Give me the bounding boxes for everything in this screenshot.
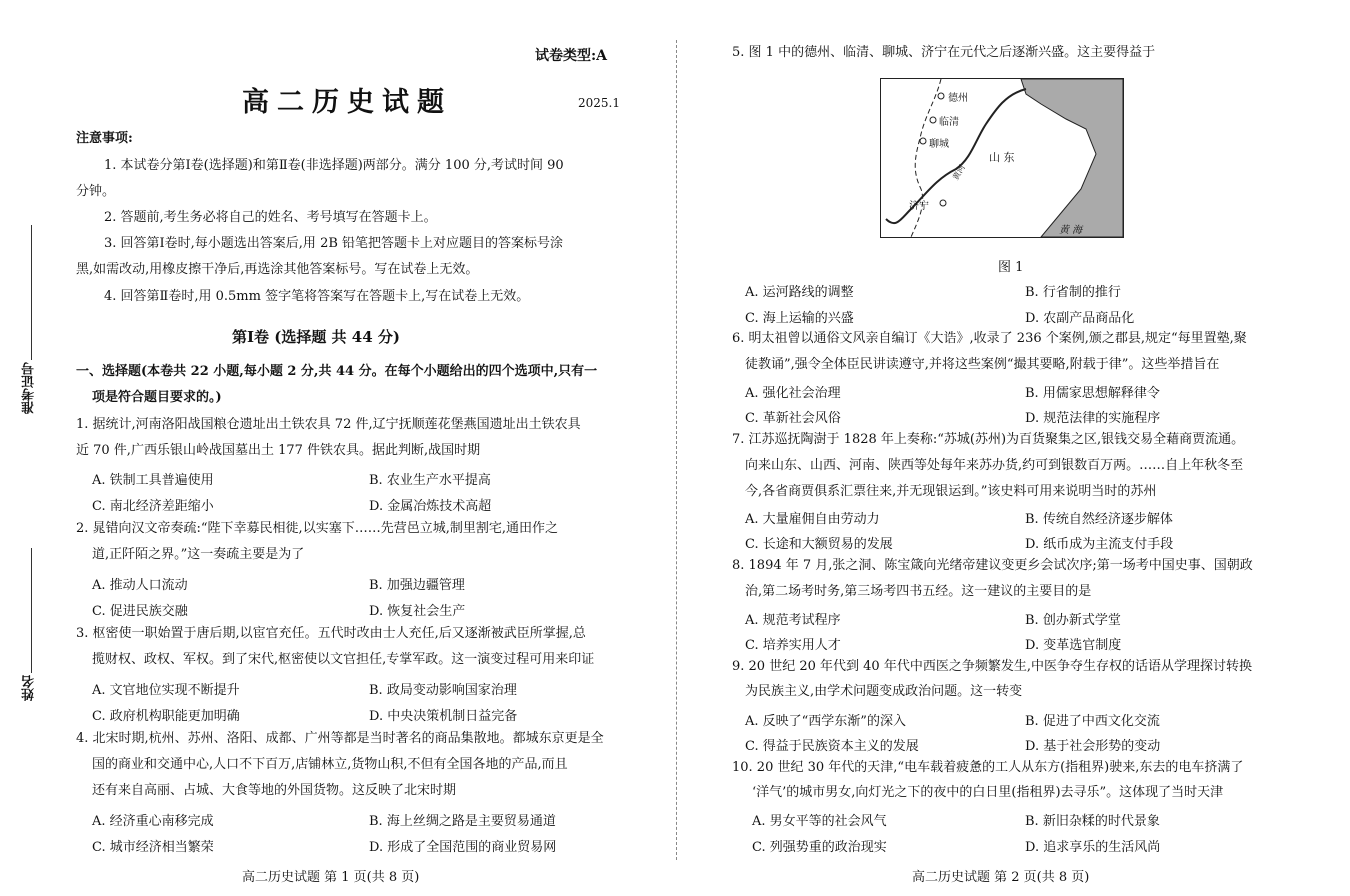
question-text: 3. 枢密使一职始置于唐后期,以宦官充任。五代时改由士人充任,后又逐渐被武臣所掌握,总 — [76, 626, 586, 641]
page-footer: 高二历史试题 第 2 页(共 8 页) — [912, 870, 1090, 885]
option-d: D. 农副产品商品化 — [1025, 311, 1135, 326]
question-text: 9. 20 世纪 20 年代到 40 年代中西医之争频繁发生,中医争夺生存权的话语从学理探讨转换 — [732, 659, 1252, 674]
exam-date: 2025.1 — [578, 96, 620, 110]
note-line: 2. 答题前,考生务必将自己的姓名、考号填写在答题卡上。 — [104, 210, 437, 225]
question-text: 1. 据统计,河南洛阳战国粮仓遗址出土铁农具 72 件,辽宁抚顺莲花堡燕国遗址出土铁农具 — [76, 417, 581, 432]
option-a: A. 男女平等的社会风气 — [752, 814, 887, 829]
question-text: 5. 图 1 中的德州、临清、聊城、济宁在元代之后逐渐兴盛。这主要得益于 — [732, 45, 1156, 60]
yellow-sea-label: 黄 海 — [1059, 225, 1083, 236]
option-c: C. 列强势重的政治现实 — [752, 840, 887, 855]
option-b: B. 创办新式学堂 — [1025, 613, 1121, 628]
note-line: 1. 本试卷分第Ⅰ卷(选择题)和第Ⅱ卷(非选择题)两部分。满分 100 分,考试时间 90 — [104, 158, 564, 173]
option-b: B. 新旧杂糅的时代景象 — [1025, 814, 1160, 829]
map-figure — [880, 78, 1124, 238]
question-text: 10. 20 世纪 30 年代的天津,“电车载着疲惫的工人从东方(指租界)驶来,东去的电车挤满了 — [732, 760, 1244, 775]
option-c: C. 南北经济差距缩小 — [92, 499, 214, 514]
option-b: B. 用儒家思想解释律令 — [1025, 386, 1160, 401]
dezhou-label: 德州 — [948, 93, 968, 104]
yellow-river-label: 黄河 — [951, 163, 967, 182]
option-a: A. 大量雇佣自由劳动力 — [745, 512, 880, 527]
option-c: C. 政府机构职能更加明确 — [92, 709, 240, 724]
figure-caption: 图 1 — [998, 260, 1024, 275]
page-divider — [676, 40, 677, 860]
question-text: 6. 明太祖曾以通俗文风亲自编订《大诰》,收录了 236 个案例,颁之郡县,规定“每里置塾,聚 — [732, 331, 1247, 346]
option-c: C. 长途和大额贸易的发展 — [745, 537, 893, 552]
question-text: 8. 1894 年 7 月,张之洞、陈宝箴向光绪帝建议变更乡会试次序;第一场考中国史事、国朝政 — [732, 558, 1253, 573]
linqing-label: 临清 — [939, 117, 959, 128]
option-b: B. 政局变动影响国家治理 — [369, 683, 517, 698]
option-d: D. 恢复社会生产 — [369, 604, 466, 619]
question-text: 近 70 件,广西乐银山岭战国墓出土 177 件铁农具。据此判断,战国时期 — [76, 443, 481, 458]
option-a: A. 强化社会治理 — [745, 386, 841, 401]
option-d: D. 形成了全国范围的商业贸易网 — [369, 840, 557, 855]
notes-heading: 注意事项: — [76, 131, 133, 146]
option-a: A. 推动人口流动 — [92, 578, 188, 593]
section-intro-cont: 项是符合题目要求的。) — [92, 390, 222, 405]
page-title: 高二历史试题 — [242, 87, 452, 118]
page-footer: 高二历史试题 第 1 页(共 8 页) — [242, 870, 420, 885]
question-text: 治,第二场考时务,第三场考四书五经。这一建议的主要目的是 — [745, 584, 1092, 599]
section-title: 第Ⅰ卷 (选择题 共 44 分) — [232, 328, 400, 346]
option-d: D. 金属冶炼技术高超 — [369, 499, 492, 514]
sea-area — [1021, 79, 1123, 237]
name-line — [31, 548, 32, 673]
option-a: A. 铁制工具普遍使用 — [92, 473, 214, 488]
option-d: D. 纸币成为主流支付手段 — [1025, 537, 1174, 552]
question-text: 揽财权、政权、军权。到了宋代,枢密使以文官担任,专掌军政。这一演变过程可用来印证 — [92, 652, 595, 667]
question-text: ‘洋气’的城市男女,向灯光之下的夜中的白日里(指租界)去寻乐”。这体现了当时天津 — [752, 785, 1224, 800]
option-c: C. 城市经济相当繁荣 — [92, 840, 214, 855]
note-line: 4. 回答第Ⅱ卷时,用 0.5mm 签字笔将答案写在答题卡上,写在试卷上无效。 — [104, 289, 530, 304]
name-label: 姓名 — [22, 675, 37, 701]
option-b: B. 加强边疆管理 — [369, 578, 465, 593]
option-a: A. 经济重心南移完成 — [92, 814, 214, 829]
question-text: 7. 江苏巡抚陶澍于 1828 年上奏称:“苏城(苏州)为百货聚集之区,银钱交易全藉商贾流通。 — [732, 432, 1245, 447]
question-text: 2. 晁错向汉文帝奏疏:“陛下幸募民相徙,以实塞下……先营邑立城,制里割宅,通田作之 — [76, 521, 558, 536]
section-intro: 一、选择题(本卷共 22 小题,每小题 2 分,共 44 分。在每个小题给出的四个选项中,只有一 — [76, 364, 598, 379]
note-line: 分钟。 — [76, 184, 116, 199]
option-c: C. 培养实用人才 — [745, 638, 841, 653]
option-d: D. 变革选官制度 — [1025, 638, 1122, 653]
option-d: D. 规范法律的实施程序 — [1025, 411, 1161, 426]
note-line: 黑,如需改动,用橡皮擦干净后,再选涂其他答案标号。写在试卷上无效。 — [76, 262, 479, 277]
option-a: A. 文官地位实现不断提升 — [92, 683, 240, 698]
jining-label: 济宁 — [909, 201, 929, 212]
paper-type: 试卷类型:A — [535, 48, 608, 64]
option-a: A. 规范考试程序 — [745, 613, 841, 628]
option-c: C. 海上运输的兴盛 — [745, 311, 854, 326]
question-text: 徒教诵”,强令全体臣民讲读遵守,并将这些案例“撮其要略,附载于律”。这些举措旨在 — [745, 357, 1220, 372]
option-d: D. 中央决策机制日益完备 — [369, 709, 518, 724]
option-d: D. 追求享乐的生活风尚 — [1025, 840, 1161, 855]
option-b: B. 农业生产水平提高 — [369, 473, 491, 488]
jining-marker — [940, 200, 946, 206]
question-text: 国的商业和交通中心,人口不下百万,店铺林立,货物山积,不但有全国各地的产品,而且 — [92, 757, 568, 772]
question-text: 今,各省商贾俱系汇票往来,并无现银运到。”该史料可用来说明当时的苏州 — [745, 484, 1157, 499]
option-b: B. 行省制的推行 — [1025, 285, 1121, 300]
question-text: 为民族主义,由学术问题变成政治问题。这一转变 — [745, 684, 1023, 699]
exam-id-label: 准考证号 — [22, 362, 37, 414]
note-line: 3. 回答第Ⅰ卷时,每小题选出答案后,用 2B 铅笔把答题卡上对应题目的答案标号涂 — [104, 236, 564, 251]
question-text: 4. 北宋时期,杭州、苏州、洛阳、成都、广州等都是当时著名的商品集散地。都城东京更是全 — [76, 731, 604, 746]
question-text: 道,正阡陌之界。”这一奏疏主要是为了 — [92, 547, 305, 562]
option-b: B. 海上丝绸之路是主要贸易通道 — [369, 814, 556, 829]
option-c: C. 促进民族交融 — [92, 604, 188, 619]
exam-id-line — [31, 225, 32, 360]
option-b: B. 传统自然经济逐步解体 — [1025, 512, 1173, 527]
option-a: A. 反映了“西学东渐”的深入 — [745, 714, 906, 729]
option-c: C. 革新社会风俗 — [745, 411, 841, 426]
question-text: 还有来自高丽、占城、大食等地的外国货物。这反映了北宋时期 — [92, 783, 457, 798]
binding-sidebar — [0, 0, 60, 896]
shandong-label: 山 东 — [989, 151, 1015, 164]
option-a: A. 运河路线的调整 — [745, 285, 854, 300]
liaocheng-label: 聊城 — [929, 139, 949, 150]
option-c: C. 得益于民族资本主义的发展 — [745, 739, 919, 754]
liaocheng-marker — [920, 138, 926, 144]
grand-canal — [911, 79, 941, 237]
option-b: B. 促进了中西文化交流 — [1025, 714, 1160, 729]
dezhou-marker — [938, 93, 944, 99]
option-d: D. 基于社会形势的变动 — [1025, 739, 1161, 754]
linqing-marker — [930, 117, 936, 123]
question-text: 向来山东、山西、河南、陕西等处每年来苏办货,约可到银数百万两。……自上年秋冬至 — [745, 458, 1244, 473]
